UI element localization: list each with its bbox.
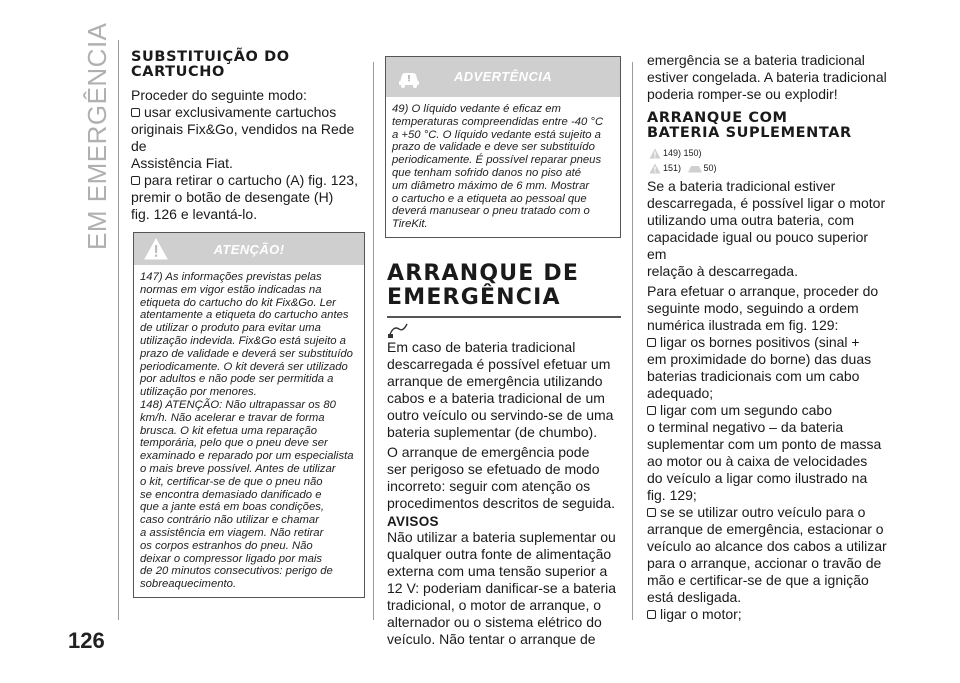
advert-line: que tenham sofrido danos no piso até <box>392 166 582 179</box>
warning-line: por adultos e não pode ser permitida a <box>140 373 334 386</box>
refs-row-1: 149) 150) <box>649 147 887 159</box>
warning-line: atentamente a etiqueta do cartucho antes <box>140 309 349 322</box>
bullet-icon <box>647 406 656 415</box>
avisos-line: Não utilizar a bateria suplementar ou <box>387 529 616 545</box>
advert-header <box>386 57 620 97</box>
col2-line: descarregada é possível efetuar um <box>387 356 611 372</box>
bullet-icon <box>131 108 140 117</box>
arranque-section <box>387 262 621 648</box>
heading-arranque-emergencia: ARRANQUE DE EMERGÊNCIA <box>387 261 580 310</box>
col3-line: adequado; <box>647 385 714 402</box>
col2-line: outro veículo ou servindo-se de uma <box>387 407 614 423</box>
col3-line: para o arranque, accionar o travão de <box>647 555 882 572</box>
col3-body <box>647 178 887 623</box>
col1-line: originais Fix&Go, vendidos na Rede de <box>131 121 355 154</box>
warning-ref-icon <box>649 163 661 174</box>
battery-cable-icon <box>387 321 409 339</box>
warning-line: 147) As informações previstas pelas <box>140 271 322 283</box>
col1-line: premir o botão de desengate (H) <box>131 189 334 205</box>
left-rule <box>118 40 119 620</box>
warning-ref-icon <box>649 148 661 159</box>
warning-line: sobreaquecimento. <box>140 578 237 591</box>
warning-line: de 20 minutos consecutivos: perigo de <box>140 565 333 578</box>
avisos-line: qualquer outra fonte de alimentação <box>387 546 612 562</box>
car-ref-icon <box>688 163 702 174</box>
col3-line: arranque de emergência, estacionar o <box>647 521 884 538</box>
warning-line: os corpos estranhos do pneu. Não <box>140 539 313 552</box>
col3-line: descarregada, é possível ligar o motor <box>647 195 886 212</box>
col3-line: mão e certificar-se de que a ignição <box>647 572 869 589</box>
col3-line: em proximidade do borne) das duas <box>647 351 872 368</box>
warning-line: o kit, certificar-se de que o pneu não <box>140 475 323 488</box>
warning-line: deixar o compressor ligado por mais <box>140 552 323 565</box>
col3-line: capacidade igual ou pouco superior em <box>647 229 869 263</box>
warning-line: etiqueta do cartucho do kit Fix&Go. Ler <box>140 296 336 309</box>
advert-body <box>386 97 620 237</box>
warning-line: caso contrário não utilizar e chamar <box>140 514 319 527</box>
avisos-line: externa com uma tensão superior a <box>387 563 608 579</box>
advert-line: temperaturas compreendidas entre -40 °C <box>392 115 604 128</box>
col3-line: do veículo a ligar como ilustrado na <box>647 470 868 487</box>
col3-line: baterias tradicionais com um cabo <box>647 368 860 385</box>
refs-row-2: 151) 50) <box>649 162 887 174</box>
warning-line: de utilizar o produto para evitar uma <box>140 322 321 335</box>
advert-line: periodicamente. É possível reparar pneus <box>392 154 602 167</box>
col3-line: veículo ao alcance dos cabos a utilizar <box>647 538 887 555</box>
col1-bullet-2: para retirar o cartucho (A) fig. 123, <box>131 172 363 189</box>
warning-line: se encontra demasiado danificado e <box>140 488 322 501</box>
advert-line: TireKit. <box>392 218 428 231</box>
page-number: 126 <box>68 628 105 653</box>
advert-title: ADVERTÊNCIA <box>453 69 553 84</box>
warning-line: prazo de validade e deverá ser substituído <box>140 347 353 360</box>
heading-bateria-suplementar: ARRANQUE COM BATERIA SUPLEMENTAR <box>647 110 852 141</box>
avisos-line: 12 V: poderiam danificar-se a bateria <box>387 580 617 596</box>
warning-line: o mais breve possível. Antes de utilizar <box>140 462 336 475</box>
bullet-icon <box>647 610 656 619</box>
col3-bullet-4: ligar o motor; <box>647 606 887 623</box>
side-tab-label: EM EMERGÊNCIA <box>82 22 112 250</box>
col2-line: ser perigoso se efetuado de modo <box>387 461 600 477</box>
col1-line: fig. 126 e levantá-lo. <box>131 206 258 222</box>
col3-line: seguinte modo, seguindo a ordem <box>647 300 859 317</box>
col3-line: o terminal negativo – da bateria <box>647 419 844 436</box>
col2-line: procedimentos descritos de seguida. <box>387 495 616 511</box>
col1-bullet-1: usar exclusivamente cartuchos <box>131 104 363 121</box>
warning-line: 148) ATENÇÃO: Não ultrapassar os 80 <box>140 398 336 411</box>
bullet-icon <box>131 176 140 185</box>
warning-line: km/h. Não acelerar e travar de forma <box>140 411 325 424</box>
col3-line: relação à descarregada. <box>647 263 798 280</box>
warning-line: examinado e reparado por um especialista <box>140 450 354 463</box>
column-3 <box>647 52 887 623</box>
advert-line: 49) O líquido vedante é eficaz em <box>392 103 561 115</box>
column-divider-2 <box>632 62 633 620</box>
warning-line: a assistência em viagem. Não retirar <box>140 526 324 539</box>
col3-line: numérica ilustrada em fig. 129: <box>647 317 839 334</box>
advert-line: a +50 °C. O líquido vedante está sujeito a <box>392 128 601 141</box>
avisos-line: alternador ou o sistema elétrico do <box>387 614 602 630</box>
advert-box <box>385 56 621 238</box>
advert-line: deverá manusear o pneu tratado com o <box>392 205 590 218</box>
col3-line: fig. 129; <box>647 487 697 504</box>
advert-line: o cartucho e a etiqueta ao pessoal que <box>392 192 587 205</box>
warning-body <box>134 265 364 597</box>
warning-line: periodicamente. O kit deverá ser utilizado <box>140 360 348 373</box>
warning-line: utilização por menores. <box>140 386 257 399</box>
warning-line: brusca. O kit efetua uma reparação <box>140 424 318 437</box>
heading-substituicao: SUBSTITUIÇÃO DO CARTUCHO <box>131 49 290 80</box>
heading-rule <box>387 316 621 318</box>
col3-line: estiver congelada. A bateria tradicional <box>647 69 887 85</box>
col2-line: incorreto: seguir com atenção os <box>387 478 591 494</box>
warning-line: temporária, pelo que o pneu deve ser <box>140 437 328 450</box>
col1-line: Proceder do seguinte modo: <box>131 87 307 103</box>
col2-line: bateria suplementar (de chumbo). <box>387 424 598 440</box>
col1-body <box>131 87 363 223</box>
col3-line: emergência se a bateria tradicional <box>647 52 865 68</box>
col2-line: O arranque de emergência pode <box>387 444 590 460</box>
warning-line: que a jante está em boas condições, <box>140 501 325 514</box>
col2-line: Em caso de bateria tradicional <box>387 339 576 355</box>
column-2 <box>385 56 621 647</box>
col3-bullet-2: ligar com um segundo cabo <box>647 402 887 419</box>
warning-title: ATENÇÃO! <box>213 242 285 257</box>
col1-line: Assistência Fiat. <box>131 155 233 171</box>
column-1 <box>131 49 363 591</box>
advert-line: um diâmetro máximo de 6 mm. Mostrar <box>392 179 590 192</box>
col3-line: Se a bateria tradicional estiver <box>647 178 836 195</box>
warning-header <box>134 233 364 265</box>
col2-body <box>387 339 621 648</box>
warning-line: utilização indevida. Fix&Go está sujeito a <box>140 334 346 347</box>
col3-line: ao motor ou à caixa de velocidades <box>647 453 868 470</box>
col2-line: arranque de emergência utilizando <box>387 373 603 389</box>
bullet-icon <box>647 508 656 517</box>
col3-bullet-3: se se utilizar outro veículo para o <box>647 504 887 521</box>
col3-line: utilizando uma outra bateria, com <box>647 212 854 229</box>
warning-line: normas em vigor estão indicadas na <box>140 283 322 296</box>
col3-line: suplementar com um ponto de massa <box>647 436 882 453</box>
warning-box <box>133 232 365 598</box>
col3-line: poderia romper-se ou explodir! <box>647 86 838 102</box>
col2-line: cabos e a bateria tradicional de um <box>387 390 605 406</box>
avisos-line: veículo. Não tentar o arranque de <box>387 631 596 647</box>
column-divider-1 <box>373 62 374 620</box>
col3-line: Para efetuar o arranque, proceder do <box>647 283 879 300</box>
section-side-tab <box>80 22 112 250</box>
advert-line: prazo de validade e deve ser substituído <box>392 141 595 154</box>
avisos-line: tradicional, o motor de arranque, o <box>387 597 602 613</box>
bullet-icon <box>647 338 656 347</box>
col3-bullet-1: ligar os bornes positivos (sinal + <box>647 334 887 351</box>
col3-line: está desligada. <box>647 589 742 606</box>
avisos-heading: AVISOS <box>387 514 439 529</box>
